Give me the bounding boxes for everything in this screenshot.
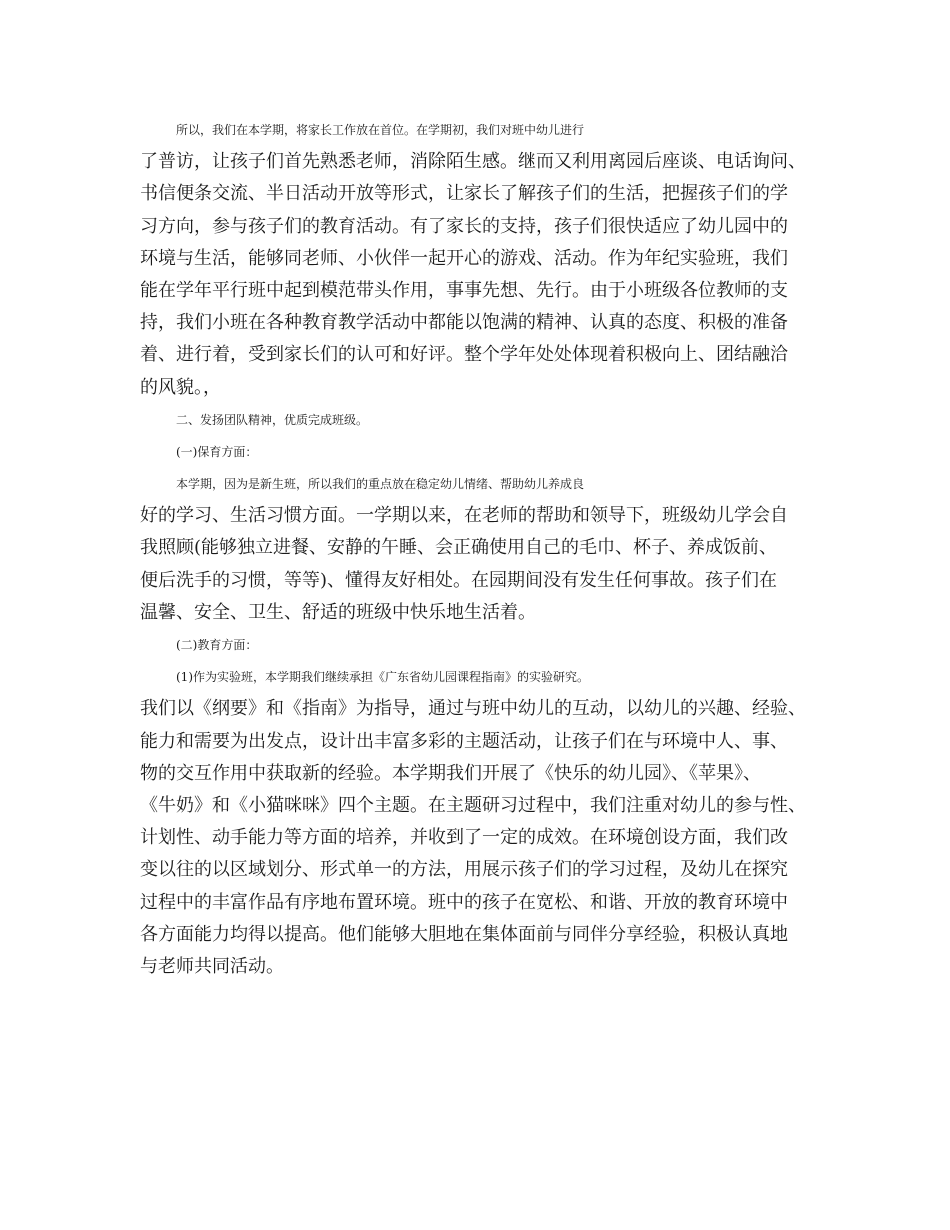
text-line: 着、进行着，受到家长们的认可和好评。整个学年处处体现着积极向上、团结融洽 xyxy=(140,344,788,366)
text-line: (一)保育方面： xyxy=(176,444,258,459)
text-line: 计划性、动手能力等方面的培养，并收到了一定的成效。在环境创设方面，我们改 xyxy=(140,827,788,849)
text-line: 《牛奶》和《小猫咪咪》四个主题。在主题研习过程中，我们注重对幼儿的参与性、 xyxy=(140,794,806,816)
text-line: 好的学习、生活习惯方面。一学期以来，在老师的帮助和领导下，班级幼儿学会自 xyxy=(140,505,788,527)
text-line: 过程中的丰富作品有序地布置环境。班中的孩子在宽松、和谐、开放的教育环境中 xyxy=(140,891,788,913)
body-text xyxy=(140,114,820,983)
text-line: 持，我们小班在各种教育教学活动中都能以饱满的精神、认真的态度、积极的准备 xyxy=(140,312,788,334)
text-line: 能力和需要为出发点，设计出丰富多彩的主题活动，让孩子们在与环境中人、事、 xyxy=(140,730,788,752)
text-line: (1)作为实验班，本学期我们继续承担《广东省幼儿园课程指南》的实验研究。 xyxy=(176,670,590,685)
text-line: 的风貌。， xyxy=(140,376,221,398)
text-line: 各方面能力均得以提高。他们能够大胆地在集体面前与同伴分享经验，积极认真地 xyxy=(140,923,788,945)
text-line: 温馨、安全、卫生、舒适的班级中快乐地生活着。 xyxy=(140,601,536,623)
text-line: (二)教育方面： xyxy=(176,638,258,652)
text-line: 所以，我们在本学期，将家长工作放在首位。在学期初，我们对班中幼儿进行 xyxy=(176,123,585,137)
text-line: 本学期，因为是新生班，所以我们的重点放在稳定幼儿情绪、帮助幼儿养成良 xyxy=(176,477,585,492)
text-line: 物的交互作用中获取新的经验。本学期我们开展了《快乐的幼儿园》、《苹果》、 xyxy=(140,762,761,784)
text-line: 习方向，参与孩子们的教育活动。有了家长的支持，孩子们很快适应了幼儿园中的 xyxy=(140,215,788,237)
text-line: 环境与生活，能够同老师、小伙伴一起开心的游戏、活动。作为年纪实验班，我们 xyxy=(140,247,788,269)
text-line: 书信便条交流、半日活动开放等形式，让家长了解孩子们的生活，把握孩子们的学 xyxy=(140,183,788,205)
text-line: 了普访，让孩子们首先熟悉老师，消除陌生感。继而又利用离园后座谈、电话询问、 xyxy=(140,151,806,173)
text-line: 变以往的以区域划分、形式单一的方法，用展示孩子们的学习过程，及幼儿在探究 xyxy=(140,859,788,881)
text-line: 与老师共同活动。 xyxy=(140,955,284,977)
text-line: 便后洗手的习惯，等等)、懂得友好相处。在园期间没有发生任何事故。孩子们在 xyxy=(140,569,778,591)
text-line: 能在学年平行班中起到模范带头作用，事事先想、先行。由于小班级各位教师的支 xyxy=(140,279,788,301)
text-line: 我照顾(能够独立进餐、安静的午睡、会正确使用自己的毛巾、杯子、养成饭前、 xyxy=(140,537,778,559)
text-line: 我们以《纲要》和《指南》为指导，通过与班中幼儿的互动，以幼儿的兴趣、经验、 xyxy=(140,698,806,720)
text-line: 二、发扬团队精神，优质完成班级。 xyxy=(176,412,369,427)
